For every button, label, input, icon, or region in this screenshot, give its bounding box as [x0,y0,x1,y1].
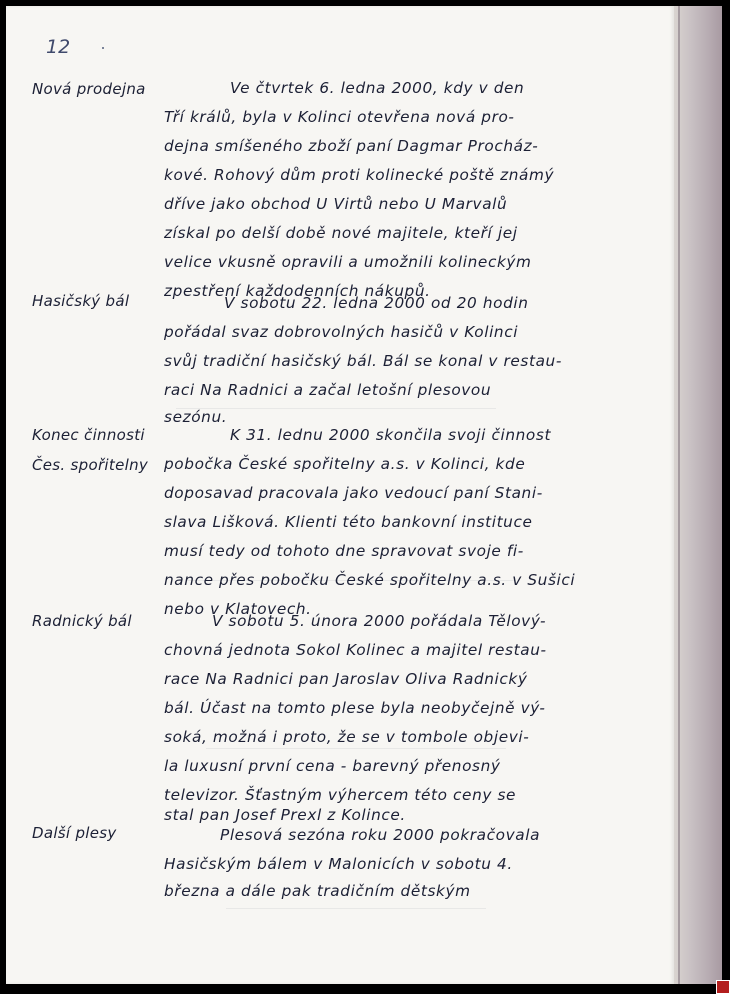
text-line: pobočka České spořitelny a.s. v Kolinci, kde [164,455,526,473]
text-line: soká, možná i proto, že se v tombole objevi- [164,728,530,746]
bleed-through-mark [226,908,486,909]
pencil-mark [102,47,104,49]
text-line: velice vkusně opravili a umožnili kolineckým [164,253,532,271]
text-line: raci Na Radnici a začal letošní plesovou [164,381,492,399]
text-line: získal po delší době nové majitele, kteří jej [164,224,518,242]
text-line: nebo v Klatovech. [164,600,312,618]
text-line: Ve čtvrtek 6. ledna 2000, kdy v den [230,79,525,97]
text-line: kové. Rohový dům proti kolinecké poště známý [164,166,555,184]
margin-heading-dalsi-plesy: Další plesy [32,824,117,842]
margin-heading-hasicsky-bal: Hasičský bál [32,292,130,310]
margin-heading-konec-cinnosti: Konec činnosti [32,426,145,444]
text-line: Plesová sezóna roku 2000 pokračovala [220,826,541,844]
text-line: V sobotu 5. února 2000 pořádala Tělový- [212,612,547,630]
text-line: Hasičským bálem v Malonicích v sobotu 4. [164,855,513,873]
text-line: chovná jednota Sokol Kolinec a majitel restau- [164,641,547,659]
text-line: K 31. lednu 2000 skončila svoji činnost [230,426,552,444]
text-line: race Na Radnici pan Jaroslav Oliva Radnický [164,670,528,688]
text-line: dříve jako obchod U Virtů nebo U Marvalů [164,195,508,213]
chronicle-page [6,6,674,984]
text-line: stal pan Josef Prexl z Kolince. [164,806,406,824]
scanned-page-frame [6,6,722,984]
text-line: sezónu. [164,408,228,426]
text-line: la luxusní první cena - barevný přenosný [164,757,501,775]
text-line: televizor. Šťastným výhercem této ceny se [164,786,517,804]
text-line: nance přes pobočku České spořitelny a.s. v Sušici [164,571,576,589]
page-number: 12 [46,36,71,58]
text-line: V sobotu 22. ledna 2000 od 20 hodin [224,294,529,312]
text-line: svůj tradiční hasičský bál. Bál se konal v restau- [164,352,562,370]
text-line: bál. Účast na tomto plese byla neobyčejně vý- [164,699,546,717]
text-line: slava Lišková. Klienti této bankovní instituce [164,513,533,531]
margin-heading-nova-prodejna: Nová prodejna [32,80,146,98]
text-line: Tří králů, byla v Kolinci otevřena nová pro- [164,108,515,126]
book-binding-edge [674,6,722,984]
text-line: dejna smíšeného zboží paní Dagmar Procház- [164,137,539,155]
text-line: doposavad pracovala jako vedoucí paní Stani- [164,484,543,502]
text-line: března a dále pak tradičním dětským [164,882,471,900]
bleed-through-mark [206,748,506,749]
corner-marker [716,980,730,994]
margin-heading-ces-sporitelny: Čes. spořitelny [32,456,149,474]
text-line: zpestření každodenních nákupů. [164,282,431,300]
text-line: pořádal svaz dobrovolných hasičů v Kolinci [164,323,519,341]
text-line: musí tedy od tohoto dne spravovat svoje fi- [164,542,524,560]
margin-heading-radnicky-bal: Radnický bál [32,612,132,630]
